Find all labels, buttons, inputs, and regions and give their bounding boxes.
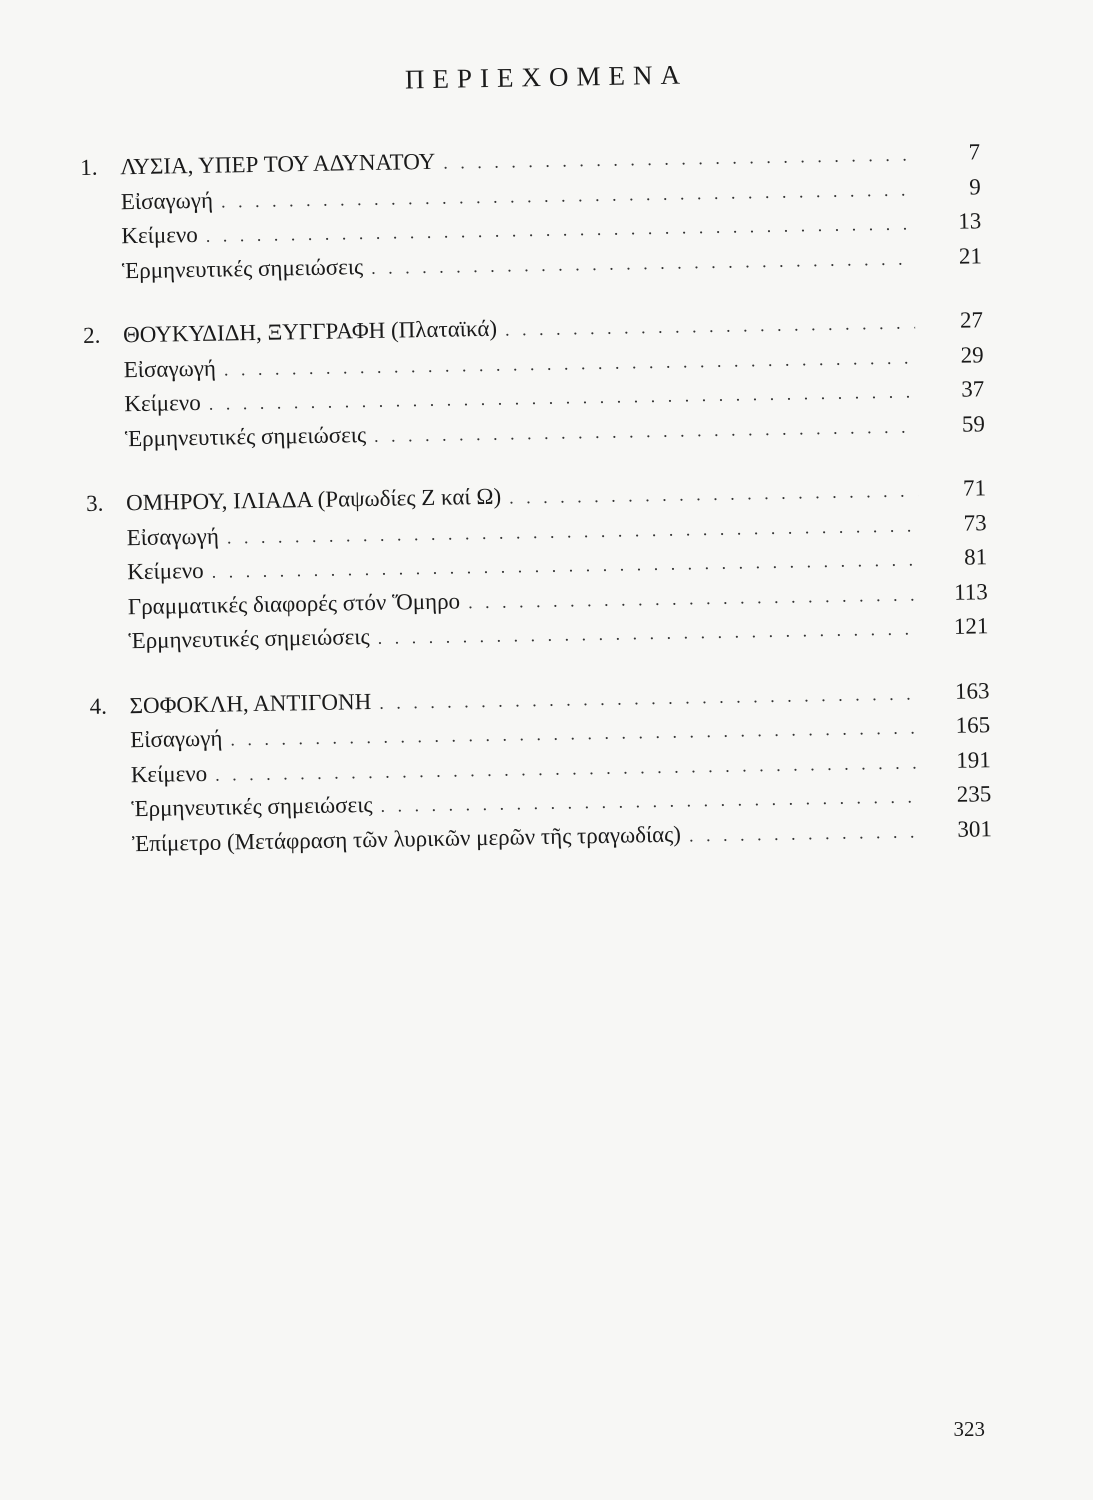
entry-label: Εἰσαγωγή (129, 725, 223, 753)
entry-label: Ἑρμηνευτικές σημειώσεις (131, 791, 373, 822)
leader-dots (380, 786, 923, 816)
page-number: 21 (958, 242, 983, 269)
entry-label: Ἐπίμετρο (Μετάφραση τῶν λυρικῶν μερῶν τῆς τραγωδίας) (131, 821, 682, 856)
page-number: 13 (958, 208, 982, 234)
page-number: 301 (957, 815, 993, 842)
page-number: 71 (962, 475, 987, 501)
leader-dots (468, 584, 920, 613)
leader-dots (377, 618, 920, 648)
leader-dots (505, 312, 915, 340)
folio-page-number: 323 (953, 1417, 985, 1441)
leader-dots (379, 683, 922, 713)
entry-label: Ἑρμηνευτικές σημειώσεις (124, 421, 367, 451)
page-number: 7 (968, 139, 981, 165)
page-number: 59 (961, 410, 986, 437)
page-number: 235 (956, 781, 992, 807)
entry-label: Ἑρμηνευτικές σημειώσεις (128, 624, 370, 654)
page-number: 191 (955, 746, 991, 773)
entry-label: Κείμενο (130, 760, 208, 787)
page-title: ΠΕΡΙΕΧΟΜΕΝΑ (404, 59, 689, 95)
entry-label: Γραμματικές διαφορές στόν Ὅμηρο (127, 587, 461, 619)
section-number: 4. (89, 693, 108, 719)
entry-label: Ἑρμηνευτικές σημειώσεις (121, 253, 364, 283)
toc-section-1 (80, 139, 982, 293)
entry-label: Κείμενο (127, 557, 204, 585)
page-number: 27 (959, 307, 984, 333)
page-number: 163 (954, 677, 990, 704)
section-number: 1. (80, 154, 98, 180)
leader-dots (509, 480, 918, 508)
section-title: ΘΟΥΚΥΔΙΔΗ, ΞΥΓΓΡΑΦΗ (Πλαταϊκά) (122, 315, 498, 348)
entry-label: Κείμενο (124, 389, 201, 417)
page-number: 121 (953, 613, 989, 639)
section-title: ΛΥΣΙΑ, ΥΠΕΡ ΤΟΥ ΑΔΥΝΑΤΟΥ (119, 148, 436, 180)
toc-section-3 (86, 475, 989, 663)
entry-label: Εἰσαγωγή (120, 187, 214, 214)
table-of-contents (80, 139, 993, 896)
page-number: 9 (968, 173, 981, 199)
toc-section-4 (89, 678, 992, 866)
page-number: 37 (961, 376, 985, 402)
section-title: ΣΟΦΟΚΛΗ, ΑΝΤΙΓΟΝΗ (129, 688, 372, 718)
entry-label: Εἰσαγωγή (123, 355, 217, 382)
entry-label: Κείμενο (121, 221, 198, 249)
leader-dots (374, 416, 917, 446)
page-number: 73 (963, 509, 987, 536)
page-number: 29 (960, 341, 984, 368)
page-number: 165 (955, 712, 991, 738)
leader-dots (371, 248, 914, 278)
section-number: 2. (82, 322, 101, 348)
section-title: ΟΜΗΡΟΥ, ΙΛΙΑΔΑ (Ραψωδίες Ζ καί Ω) (125, 483, 502, 516)
leader-dots (443, 144, 912, 173)
leader-dots (689, 821, 924, 846)
page-number: 113 (953, 578, 988, 605)
section-number: 3. (85, 490, 104, 516)
page-number: 81 (963, 544, 988, 570)
toc-section-2 (83, 307, 985, 461)
entry-label: Εἰσαγωγή (126, 523, 220, 550)
